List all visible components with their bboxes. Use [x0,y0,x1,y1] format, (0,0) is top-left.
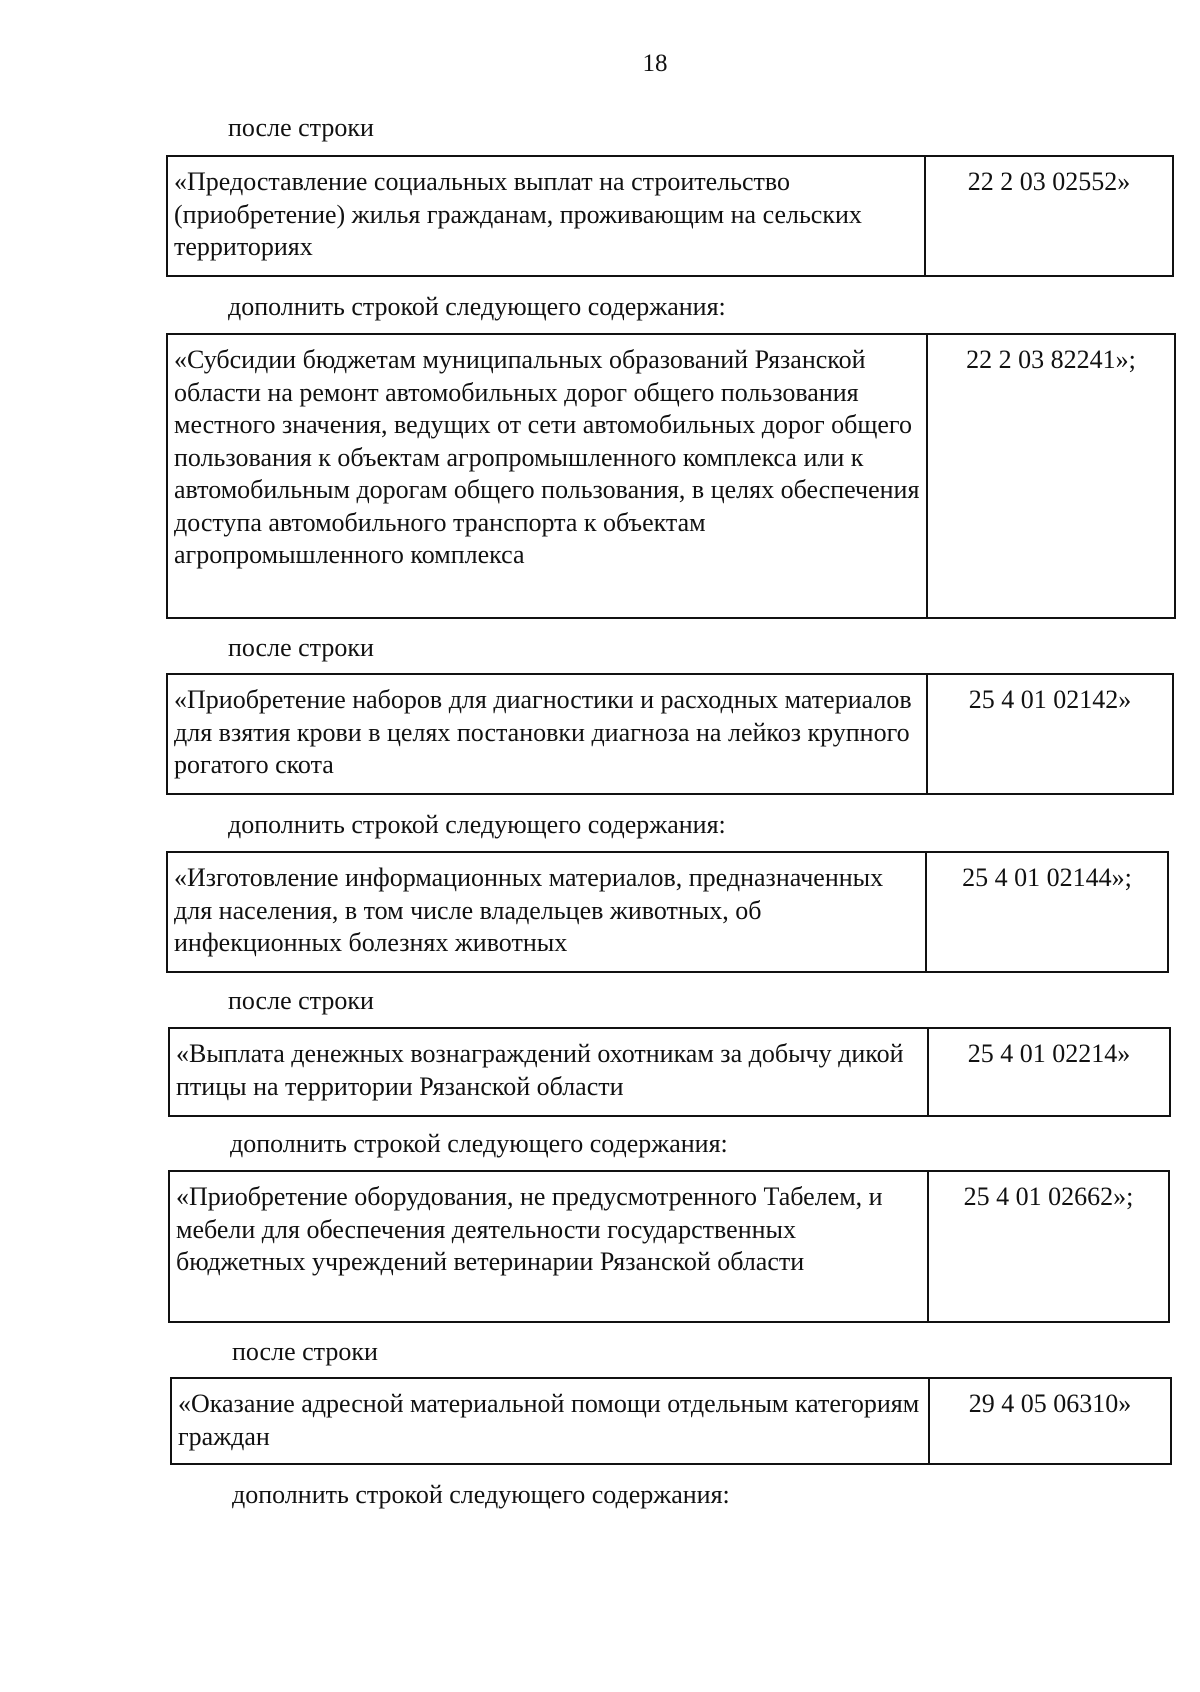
row-description: «Предоставление социальных выплат на строительство (приобретение) жилья гражданам, проживающим на сельских территориях [167,156,925,276]
code-table [166,155,1174,277]
code-table [166,673,1174,795]
row-code: 22 2 03 82241»; [927,334,1175,618]
code-table [168,1170,1170,1323]
row-code: 29 4 05 06310» [929,1378,1171,1464]
row-code: 25 4 01 02662»; [928,1171,1169,1322]
row-description: «Приобретение наборов для диагностики и расходных материалов для взятия крови в целях постановки диагноза на лейкоз крупного рогатого скота [167,674,927,794]
instruction-add-row: дополнить строкой следующего содержания: [228,292,726,321]
instruction-after-row: после строки [228,113,374,142]
instruction-add-row: дополнить строкой следующего содержания: [228,810,726,839]
table-row [171,1378,1171,1464]
code-table [170,1377,1172,1465]
instruction-after-row: после строки [232,1337,378,1366]
table-row [169,1171,1169,1322]
code-table [166,333,1176,619]
table-row [169,1028,1170,1116]
table-row [167,852,1168,972]
row-description: «Приобретение оборудования, не предусмотренного Табелем, и мебели для обеспечения деятельности государственных бюджетных учреждений ветеринарии Рязанской области [169,1171,928,1322]
row-code: 22 2 03 02552» [925,156,1173,276]
page-number: 18 [642,50,668,77]
row-code: 25 4 01 02144»; [926,852,1168,972]
row-description: «Выплата денежных вознаграждений охотникам за добычу дикой птицы на территории Рязанской области [169,1028,928,1116]
instruction-after-row: после строки [228,986,374,1015]
row-description: «Изготовление информационных материалов, предназначенных для населения, в том числе владельцев животных, об инфекционных болезнях животных [167,852,926,972]
table-row [167,674,1173,794]
row-code: 25 4 01 02214» [928,1028,1170,1116]
instruction-after-row: после строки [228,633,374,662]
table-row [167,156,1173,276]
code-table [166,851,1169,973]
closing-instruction: дополнить строкой следующего содержания: [232,1480,730,1509]
instruction-add-row: дополнить строкой следующего содержания: [230,1129,728,1158]
row-code: 25 4 01 02142» [927,674,1173,794]
row-description: «Субсидии бюджетам муниципальных образований Рязанской области на ремонт автомобильных дорог общего пользования местного значения, ведущих от сети автомобильных дорог общего пользования к объектам агропромышленного комплекса или к автомобильным дорогам общего пользования, в целях обеспечения доступа автомобильного транспорта к объектам агропромышленного комплекса [167,334,927,618]
row-description: «Оказание адресной материальной помощи отдельным категориям граждан [171,1378,929,1464]
code-table [168,1027,1171,1117]
table-row [167,334,1175,618]
